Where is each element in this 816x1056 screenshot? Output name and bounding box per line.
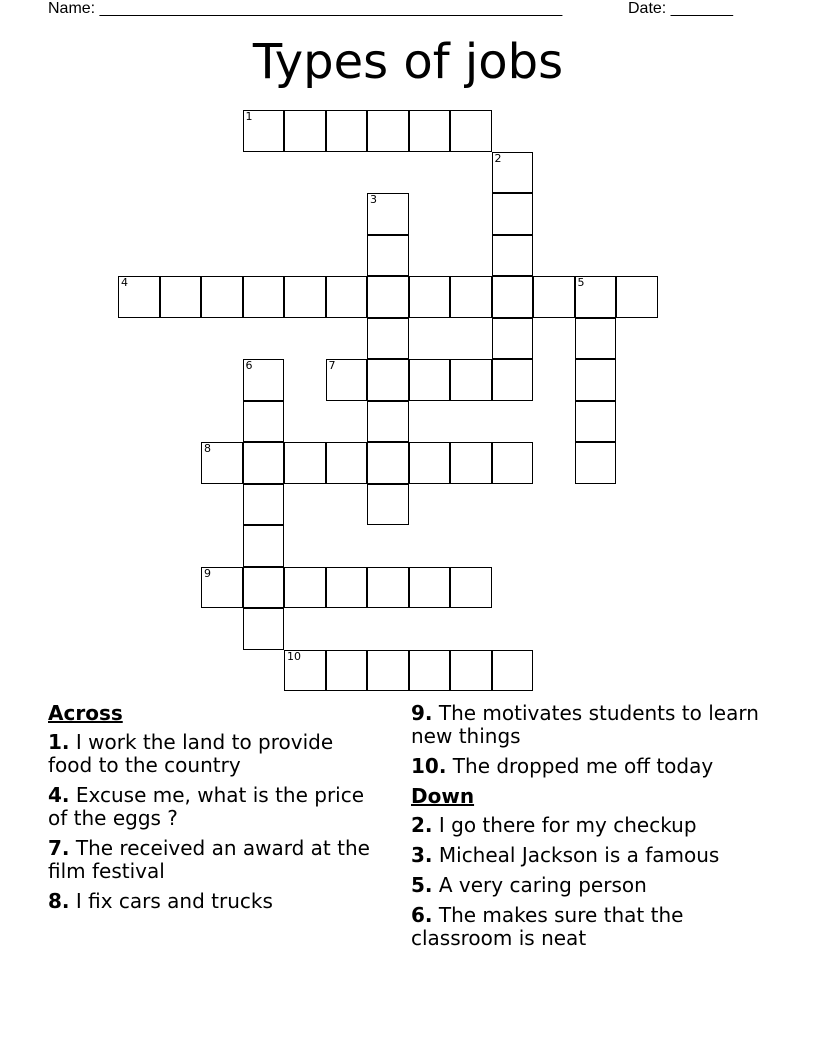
cell-number: 8	[204, 442, 211, 455]
crossword-cell[interactable]	[450, 567, 492, 609]
crossword-cell[interactable]	[450, 110, 492, 152]
clue-number: 3.	[411, 843, 433, 867]
crossword-cell[interactable]	[367, 567, 409, 609]
cell-number: 6	[245, 359, 253, 372]
clue-down-5	[411, 874, 771, 897]
cell-number: 2	[494, 151, 502, 165]
crossword-cell[interactable]	[367, 484, 409, 526]
crossword-cell[interactable]	[533, 276, 575, 318]
clue-text: The received an award at the film festival	[48, 836, 370, 883]
clue-across-9	[411, 702, 771, 748]
page-title: Types of jobs	[252, 34, 564, 90]
clue-across-4	[48, 784, 378, 830]
crossword-cell[interactable]	[326, 359, 368, 401]
crossword-cell[interactable]	[243, 359, 285, 401]
clues-column-right	[411, 702, 771, 957]
crossword-cell[interactable]	[367, 235, 409, 277]
crossword-cell[interactable]	[492, 650, 534, 692]
crossword-cell[interactable]	[367, 650, 409, 692]
clue-down-2	[411, 814, 771, 837]
crossword-cell[interactable]	[367, 401, 409, 443]
clue-text: The dropped me off today	[452, 754, 714, 778]
clue-text: Excuse me, what is the price of the eggs ?	[48, 783, 365, 830]
clue-text: Micheal Jackson is a famous	[438, 843, 720, 867]
crossword-cell[interactable]	[409, 442, 451, 484]
crossword-cell[interactable]	[160, 276, 202, 318]
crossword-cell[interactable]	[492, 235, 534, 277]
clue-number: 8.	[48, 889, 70, 913]
crossword-cell[interactable]	[243, 525, 285, 567]
clue-number: 5.	[411, 873, 433, 897]
crossword-cell[interactable]	[575, 276, 617, 318]
crossword-cell[interactable]	[367, 359, 409, 401]
crossword-cell[interactable]	[243, 567, 285, 609]
crossword-cell[interactable]	[243, 110, 285, 152]
crossword-cell[interactable]	[326, 442, 368, 484]
crossword-cell[interactable]	[243, 276, 285, 318]
crossword-cell[interactable]	[284, 567, 326, 609]
crossword-cell[interactable]	[492, 442, 534, 484]
clue-text: The makes sure that the classroom is neat	[411, 903, 684, 950]
name-field-label: Name: ____________________________________________________	[48, 0, 563, 17]
clue-text: The motivates students to learn new things	[411, 701, 759, 748]
crossword-cell[interactable]	[492, 276, 534, 318]
crossword-cell[interactable]	[201, 567, 243, 609]
crossword-cell[interactable]	[409, 359, 451, 401]
crossword-cell[interactable]	[201, 276, 243, 318]
clue-down-3	[411, 844, 771, 867]
crossword-cell[interactable]	[326, 110, 368, 152]
clue-text: I work the land to provide food to the country	[48, 730, 334, 777]
down-heading: Down	[411, 784, 475, 808]
cell-number: 1	[245, 110, 253, 123]
crossword-cell[interactable]	[575, 401, 617, 443]
crossword-cell[interactable]	[575, 442, 617, 484]
crossword-cell[interactable]	[201, 442, 243, 484]
crossword-cell[interactable]	[284, 110, 326, 152]
cell-number: 9	[204, 566, 211, 580]
clue-number: 10.	[411, 754, 447, 778]
crossword-cell[interactable]	[616, 276, 658, 318]
crossword-cell[interactable]	[326, 650, 368, 692]
cell-number: 3	[370, 193, 377, 206]
clue-across-1	[48, 731, 378, 777]
crossword-cell[interactable]	[284, 650, 326, 692]
clue-across-8	[48, 890, 378, 913]
clue-down-6	[411, 904, 771, 950]
clue-across-7	[48, 837, 378, 883]
crossword-cell[interactable]	[409, 650, 451, 692]
crossword-cell[interactable]	[492, 152, 534, 194]
crossword-cell[interactable]	[118, 276, 160, 318]
crossword-cell[interactable]	[243, 608, 285, 650]
crossword-cell[interactable]	[450, 442, 492, 484]
crossword-cell[interactable]	[367, 193, 409, 235]
crossword-cell[interactable]	[243, 484, 285, 526]
clue-text: A very caring person	[438, 873, 647, 897]
crossword-cell[interactable]	[243, 401, 285, 443]
crossword-cell[interactable]	[450, 359, 492, 401]
crossword-cell[interactable]	[409, 276, 451, 318]
crossword-cell[interactable]	[243, 442, 285, 484]
clue-number: 4.	[48, 783, 70, 807]
clue-number: 6.	[411, 903, 433, 927]
crossword-cell[interactable]	[492, 359, 534, 401]
crossword-cell[interactable]	[367, 276, 409, 318]
clue-text: I go there for my checkup	[438, 813, 697, 837]
cell-number: 4	[121, 276, 128, 289]
clue-number: 7.	[48, 836, 70, 860]
cell-number: 10	[287, 649, 301, 663]
clue-number: 9.	[411, 701, 433, 725]
crossword-cell[interactable]	[575, 318, 617, 360]
across-heading: Across	[48, 701, 123, 725]
clue-number: 2.	[411, 813, 433, 837]
crossword-cell[interactable]	[492, 318, 534, 360]
crossword-cell[interactable]	[367, 318, 409, 360]
clue-number: 1.	[48, 730, 70, 754]
clues-column-left	[48, 702, 378, 920]
cell-number: 7	[328, 359, 336, 372]
crossword-cell[interactable]	[367, 110, 409, 152]
crossword-cell[interactable]	[284, 442, 326, 484]
crossword-cell[interactable]	[492, 193, 534, 235]
crossword-cell[interactable]	[409, 110, 451, 152]
crossword-cell[interactable]	[326, 567, 368, 609]
crossword-cell[interactable]	[367, 442, 409, 484]
clue-across-10	[411, 755, 771, 778]
cell-number: 5	[577, 276, 585, 289]
crossword-cell[interactable]	[450, 650, 492, 692]
crossword-cell[interactable]	[284, 276, 326, 318]
crossword-cell[interactable]	[450, 276, 492, 318]
crossword-cell[interactable]	[326, 276, 368, 318]
crossword-cell[interactable]	[575, 359, 617, 401]
crossword-cell[interactable]	[409, 567, 451, 609]
clue-text: I fix cars and trucks	[75, 889, 273, 913]
date-field-label: Date: _______	[628, 0, 733, 17]
